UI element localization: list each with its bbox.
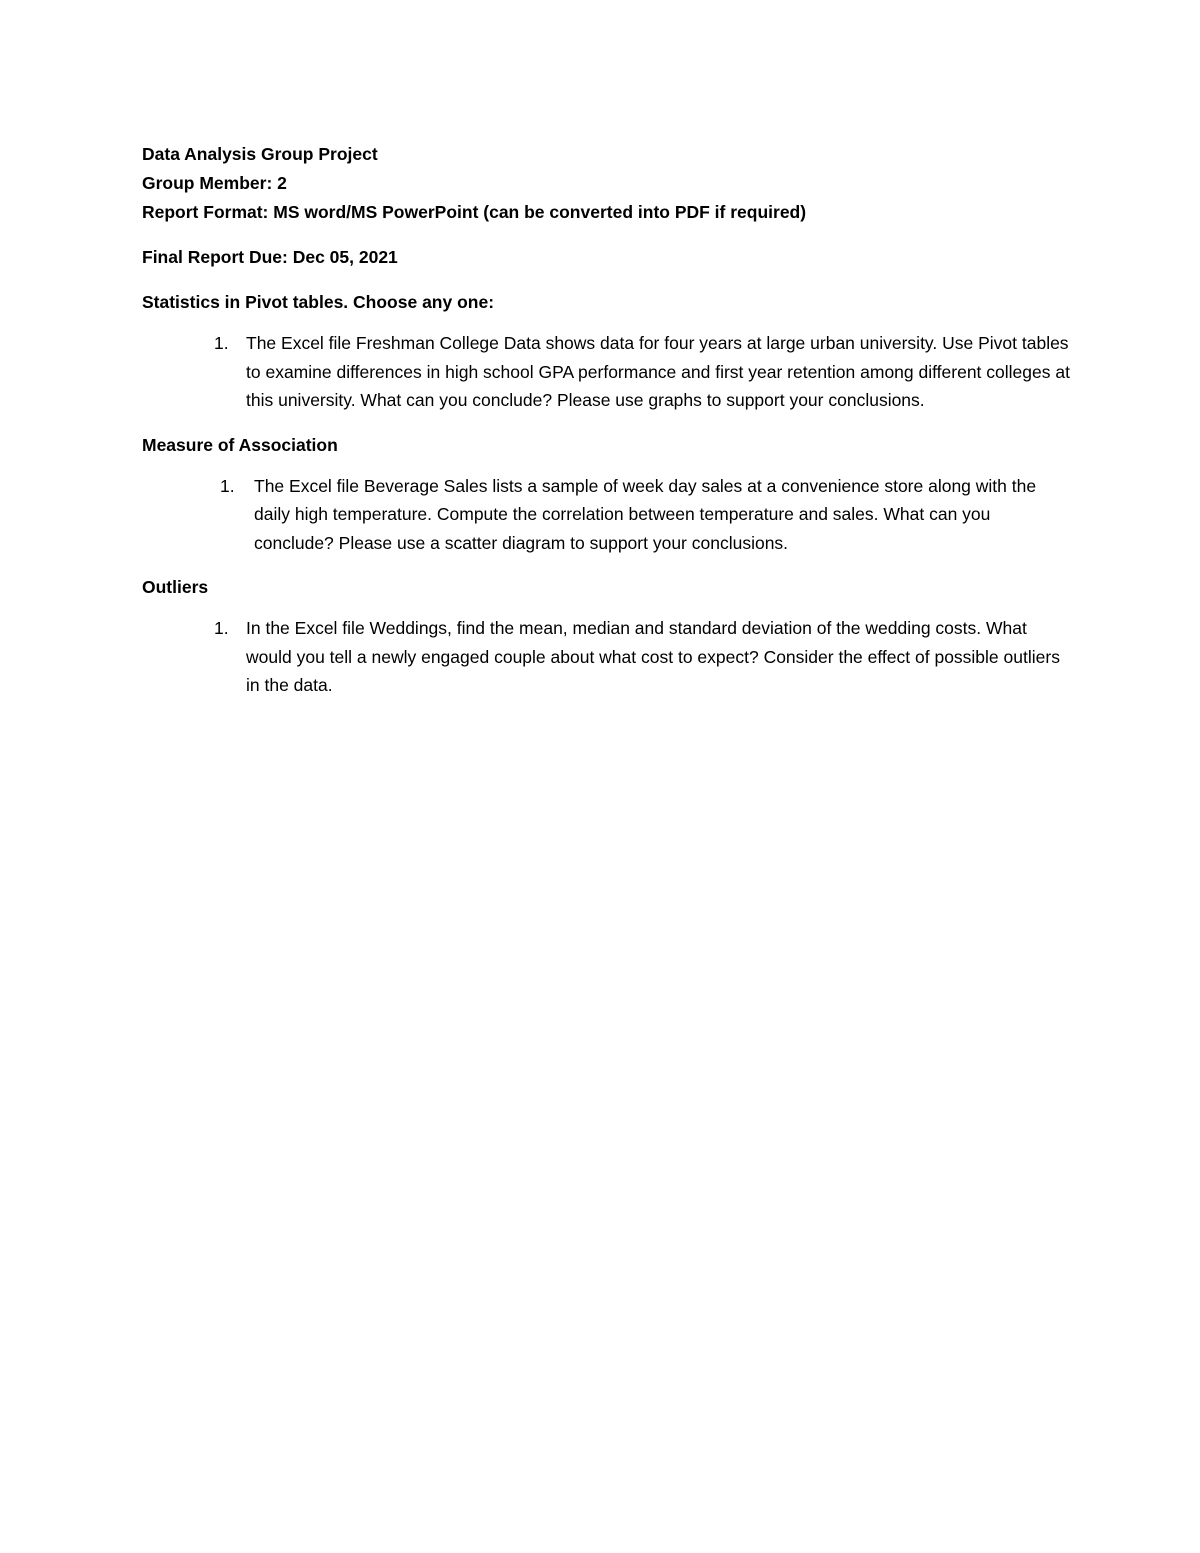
group-member-line: Group Member: 2 xyxy=(142,173,287,193)
list-item-text: The Excel file Beverage Sales lists a sample of week day sales at a convenience store along with the daily high temperature. Compute the correlation between temperature and sales. What can you conclude? Please use a scatter diagram to support your conclusions. xyxy=(254,475,1037,553)
list-item-number: 1. xyxy=(214,618,229,638)
list-item-text: In the Excel file Weddings, find the mean, median and standard deviation of the wedding costs. What would you tell a newly engaged couple about what cost to expect? Consider the effect of possible outliers in the data. xyxy=(246,618,1060,695)
list-item xyxy=(142,472,1072,558)
section-heading-pivot-tables: Statistics in Pivot tables. Choose any one: xyxy=(142,292,495,312)
association-list xyxy=(142,472,1072,558)
section-heading-outliers: Outliers xyxy=(142,577,209,597)
section-heading-measure-of-association: Measure of Association xyxy=(142,434,338,455)
final-report-due-line: Final Report Due: Dec 05, 2021 xyxy=(142,247,398,267)
list-item-number: 1. xyxy=(220,475,235,496)
outliers-list xyxy=(142,614,1072,700)
list-item-text: The Excel file Freshman College Data shows data for four years at large urban university. Use Pivot tables to examine differences in high school GPA performance and first year retention among different colleges at this university. What can you conclude? Please use graphs to support your conclusions. xyxy=(246,333,1070,410)
report-format-line: Report Format: MS word/MS PowerPoint (can be converted into PDF if required) xyxy=(142,202,807,222)
list-item xyxy=(142,614,1072,700)
document-content xyxy=(142,140,1072,700)
pivot-tables-list xyxy=(142,329,1072,415)
list-item xyxy=(142,329,1072,415)
document-title: Data Analysis Group Project xyxy=(142,144,378,164)
list-item-number: 1. xyxy=(214,333,229,353)
